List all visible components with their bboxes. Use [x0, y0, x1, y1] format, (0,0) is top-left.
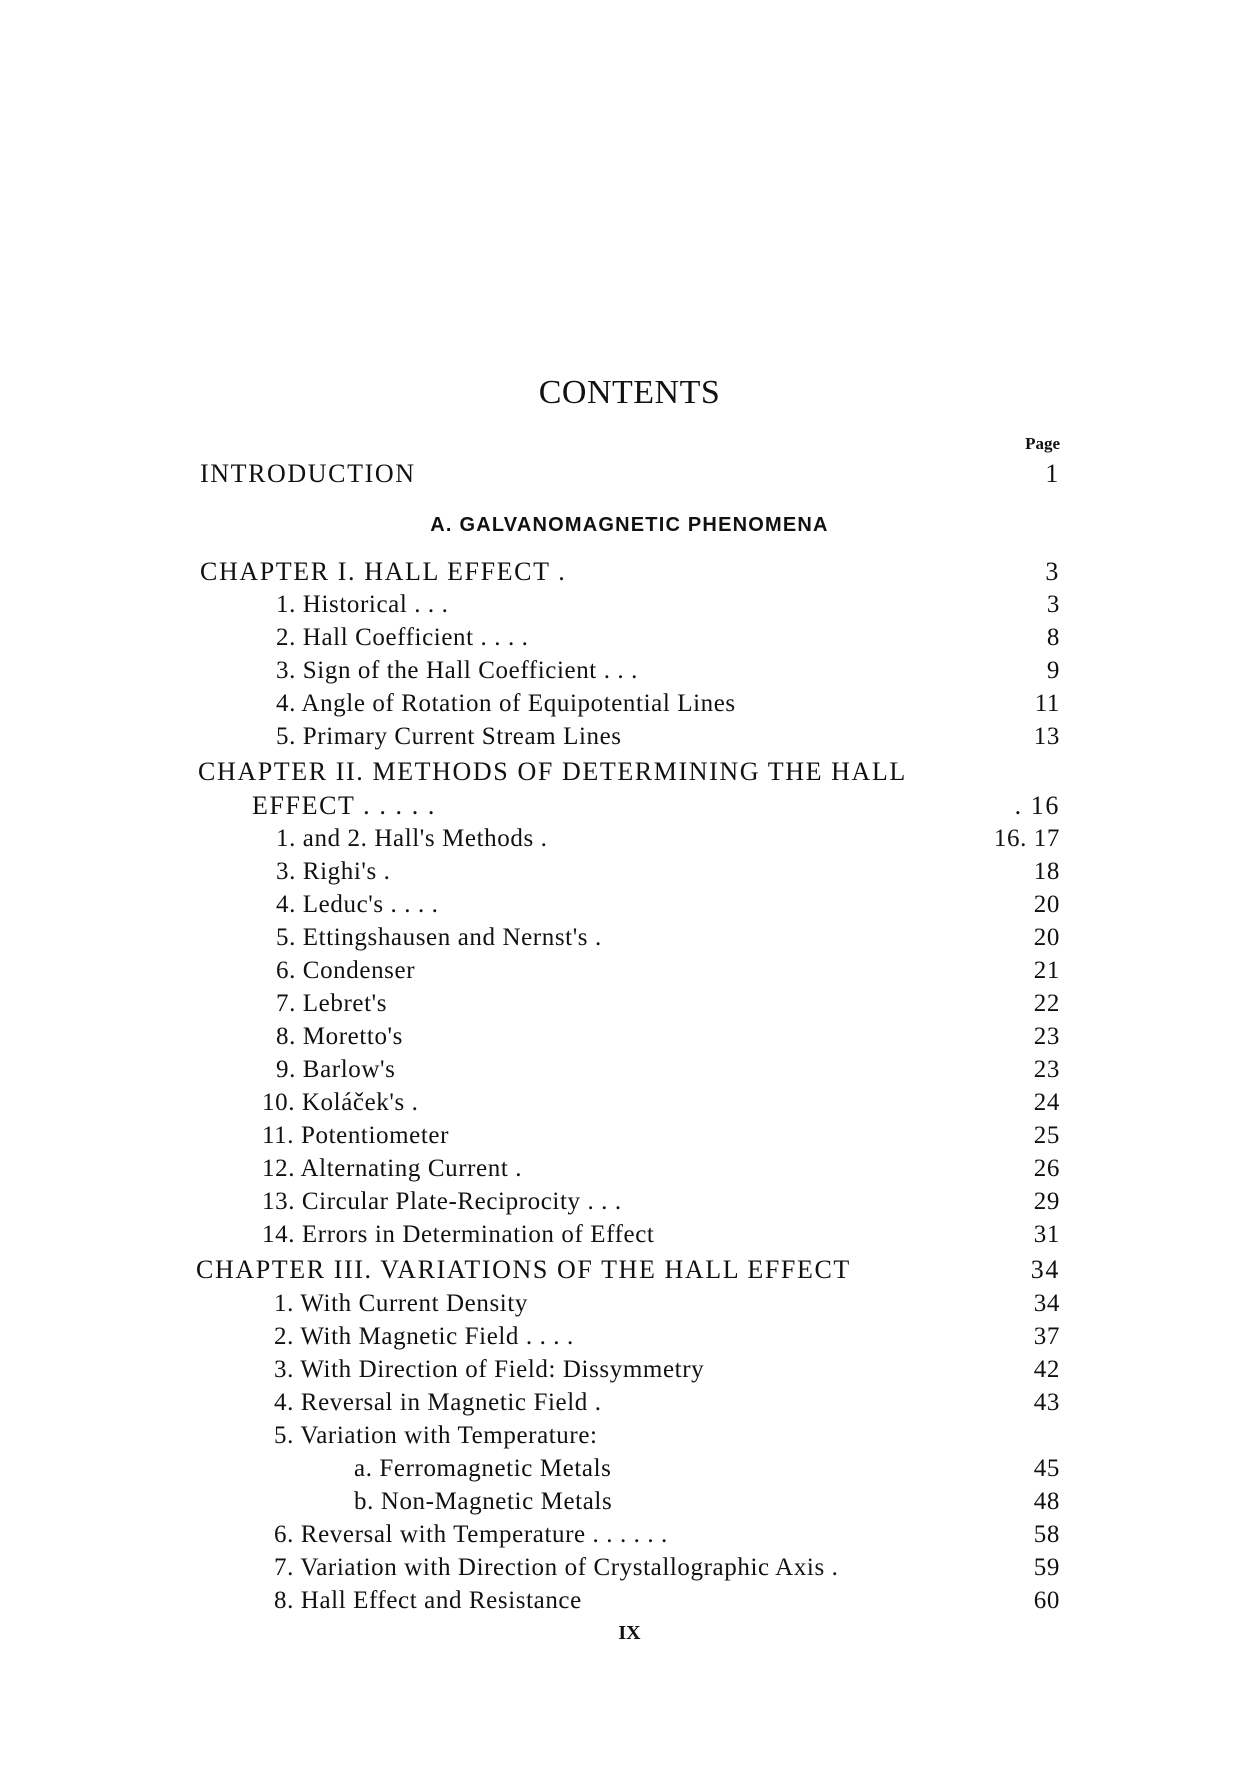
toc-entry	[0, 1387, 1259, 1419]
toc-page: 9	[1046, 657, 1060, 684]
toc-entry	[0, 622, 1259, 654]
toc-page: 24	[1033, 1089, 1060, 1116]
toc-label: 3. Righi's .	[276, 858, 391, 885]
toc-page: 22	[1033, 990, 1060, 1017]
toc-label: 1. and 2. Hall's Methods .	[276, 825, 548, 852]
toc-label: 12. Alternating Current .	[262, 1155, 523, 1182]
toc-label: 8. Moretto's	[276, 1023, 403, 1050]
toc-label: 4. Leduc's . . . .	[276, 891, 439, 918]
toc-page: 59	[1033, 1554, 1060, 1581]
toc-page: 3	[1045, 557, 1060, 586]
toc-entry	[0, 955, 1259, 987]
toc-page: 29	[1033, 1188, 1060, 1215]
toc-entry	[0, 1219, 1259, 1251]
toc-label: 7. Variation with Direction of Crystallographic Axis .	[274, 1554, 839, 1581]
toc-label: b. Non-Magnetic Metals	[354, 1488, 613, 1515]
toc-label: 1. Historical . . .	[276, 591, 449, 618]
toc-page: 34	[1033, 1290, 1060, 1317]
toc-label: 9. Barlow's	[276, 1056, 396, 1083]
toc-label: 1. With Current Density	[274, 1290, 528, 1317]
toc-chapter-2	[0, 756, 1259, 788]
page-title: CONTENTS	[538, 374, 721, 411]
toc-entry	[0, 1453, 1259, 1485]
toc-page: 11	[1034, 690, 1060, 717]
toc-label: 2. Hall Coefficient . . . .	[276, 624, 529, 651]
toc-entry-introduction	[0, 458, 1259, 490]
toc-label: 14. Errors in Determination of Effect	[262, 1221, 655, 1248]
toc-entry	[0, 988, 1259, 1020]
toc-entry	[0, 1486, 1259, 1518]
page-column-label: Page	[1025, 434, 1060, 453]
toc-entry	[0, 1288, 1259, 1320]
toc-label: 8. Hall Effect and Resistance	[274, 1587, 582, 1614]
toc-page: 34	[1030, 1255, 1060, 1284]
toc-page: 42	[1033, 1356, 1060, 1383]
toc-page: 23	[1033, 1056, 1060, 1083]
toc-page: 13	[1033, 723, 1060, 750]
page-folio: IX	[618, 1622, 641, 1644]
toc-entry	[0, 1552, 1259, 1584]
section-heading: A. GALVANOMAGNETIC PHENOMENA	[430, 514, 829, 536]
toc-entry	[0, 1420, 1259, 1452]
toc-page: 60	[1033, 1587, 1060, 1614]
toc-entry	[0, 688, 1259, 720]
toc-page: 20	[1033, 891, 1060, 918]
toc-label: 3. With Direction of Field: Dissymmetry	[274, 1356, 705, 1383]
toc-entry	[0, 1054, 1259, 1086]
toc-page: 20	[1033, 924, 1060, 951]
toc-page: 16. 17	[993, 825, 1060, 852]
toc-page: 48	[1033, 1488, 1060, 1515]
toc-label: 5. Ettingshausen and Nernst's .	[276, 924, 602, 951]
toc-label: 6. Reversal with Temperature . . . . . .	[274, 1521, 668, 1548]
toc-entry	[0, 922, 1259, 954]
toc-page: 1	[1045, 459, 1060, 488]
toc-entry	[0, 1120, 1259, 1152]
toc-label: EFFECT . . . . .	[252, 791, 437, 820]
toc-label: CHAPTER III. VARIATIONS OF THE HALL EFFECT	[196, 1255, 851, 1284]
toc-chapter-1	[0, 556, 1259, 588]
toc-page: 43	[1033, 1389, 1060, 1416]
toc-label: 7. Lebret's	[276, 990, 388, 1017]
toc-label: 4. Angle of Rotation of Equipotential Lines	[276, 690, 736, 717]
toc-label: 5. Primary Current Stream Lines	[276, 723, 622, 750]
toc-entry	[0, 856, 1259, 888]
toc-page: . 16	[1014, 791, 1060, 820]
toc-label: a. Ferromagnetic Metals	[354, 1455, 612, 1482]
toc-entry	[0, 1087, 1259, 1119]
toc-entry	[0, 1321, 1259, 1353]
toc-entry	[0, 1354, 1259, 1386]
toc-entry	[0, 721, 1259, 753]
toc-page: 23	[1033, 1023, 1060, 1050]
toc-label: 13. Circular Plate-Reciprocity . . .	[262, 1188, 622, 1215]
toc-page: 37	[1033, 1323, 1060, 1350]
toc-label: 4. Reversal in Magnetic Field .	[274, 1389, 602, 1416]
toc-label: 11. Potentiometer	[262, 1122, 450, 1149]
toc-chapter-2-cont	[0, 790, 1259, 822]
toc-entry	[0, 1153, 1259, 1185]
toc-page: 8	[1046, 624, 1060, 651]
toc-entry	[0, 889, 1259, 921]
toc-chapter-3	[0, 1254, 1259, 1286]
toc-label: 10. Koláček's .	[262, 1089, 419, 1116]
toc-label: CHAPTER II. METHODS OF DETERMINING THE HALL	[198, 757, 907, 786]
toc-label: 5. Variation with Temperature:	[274, 1422, 598, 1449]
toc-page: 45	[1033, 1455, 1060, 1482]
toc-entry	[0, 1021, 1259, 1053]
toc-label: 6. Condenser	[276, 957, 416, 984]
toc-page: 18	[1033, 858, 1060, 885]
toc-page: 31	[1033, 1221, 1060, 1248]
toc-entry	[0, 589, 1259, 621]
toc-entry	[0, 1519, 1259, 1551]
toc-page: 3	[1046, 591, 1060, 618]
toc-label: CHAPTER I. HALL EFFECT .	[200, 557, 567, 586]
toc-entry	[0, 655, 1259, 687]
toc-entry	[0, 1585, 1259, 1617]
toc-page: 26	[1033, 1155, 1060, 1182]
toc-page: 25	[1033, 1122, 1060, 1149]
toc-entry	[0, 1186, 1259, 1218]
toc-label: INTRODUCTION	[200, 459, 416, 488]
toc-page: 21	[1033, 957, 1060, 984]
toc-label: 3. Sign of the Hall Coefficient . . .	[276, 657, 638, 684]
toc-page: 58	[1033, 1521, 1060, 1548]
toc-entry	[0, 823, 1259, 855]
toc-label: 2. With Magnetic Field . . . .	[274, 1323, 574, 1350]
